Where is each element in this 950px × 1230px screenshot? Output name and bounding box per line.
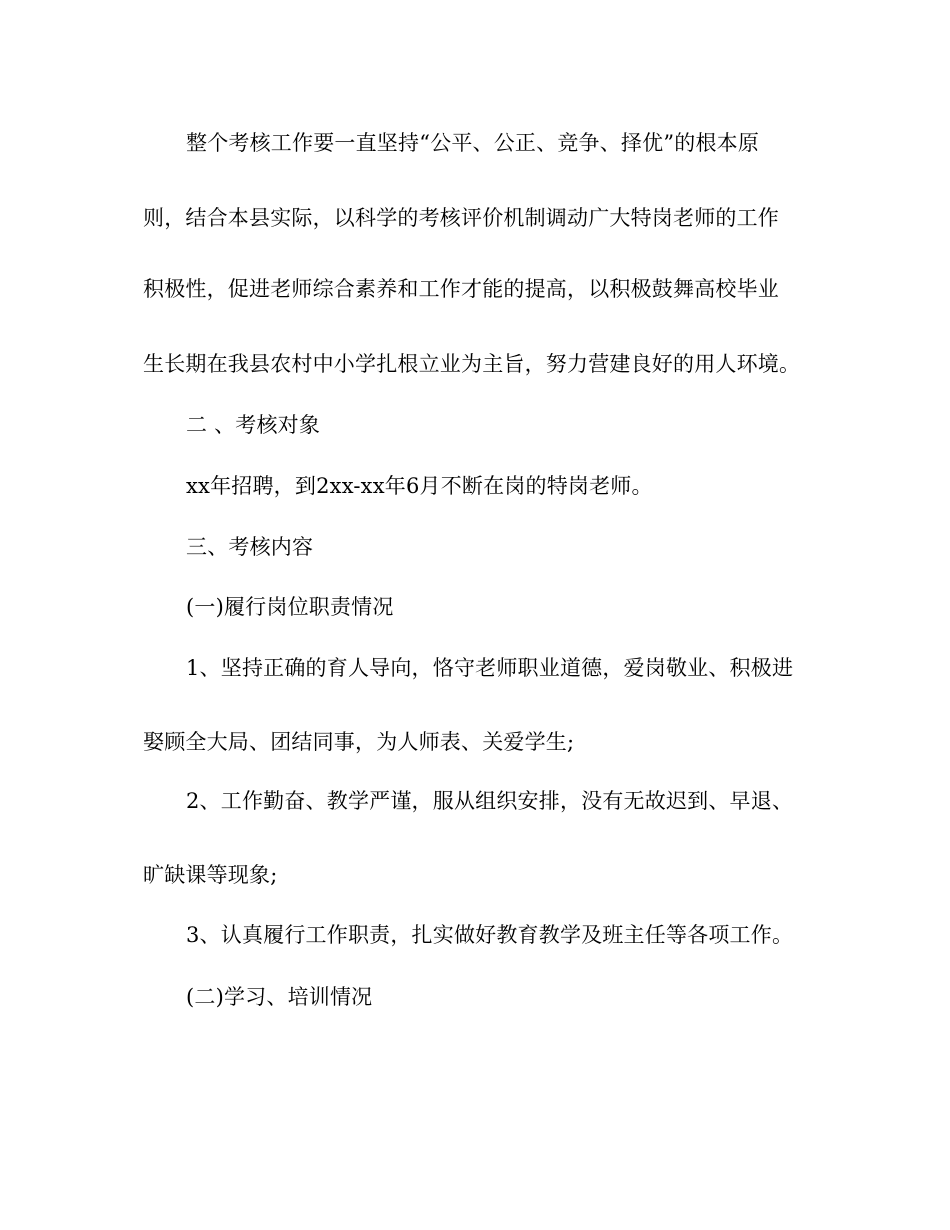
heading-assessment-content: 三、考核内容 xyxy=(186,535,314,559)
list-item-2-line-1: 2、工作勤奋、教学严谨，服从组织安排，没有无故迟到、早退、 xyxy=(186,789,794,813)
list-item-3: 3、认真履行工作职责，扎实做好教育教学及班主任等各项工作。 xyxy=(186,923,794,947)
list-item-2-line-2: 旷缺课等现象; xyxy=(143,863,278,887)
paragraph-principle-line-2: 则，结合本县实际，以科学的考核评价机制调动广大特岗老师的工作 xyxy=(143,206,779,230)
subheading-study-training: (二)学习、培训情况 xyxy=(186,985,373,1009)
paragraph-principle-line-1: 整个考核工作要一直坚持“公平、公正、竞争、择优”的根本原 xyxy=(186,131,760,155)
subheading-duty-performance: (一)履行岗位职责情况 xyxy=(186,595,394,619)
paragraph-assessment-target: xx年招聘，到2xx-xx年6月不断在岗的特岗老师。 xyxy=(186,474,653,498)
list-item-1-line-2: 娶顾全大局、团结同事，为人师表、关爱学生; xyxy=(143,730,575,754)
paragraph-principle-line-3: 积极性，促进老师综合素养和工作才能的提高，以积极鼓舞高校毕业 xyxy=(143,277,779,301)
paragraph-principle-line-4: 生长期在我县农村中小学扎根立业为主旨，努力营建良好的用人环境。 xyxy=(143,352,801,376)
list-item-1-line-1: 1、坚持正确的育人导向，恪守老师职业道德，爱岗敬业、积极进 xyxy=(186,656,794,680)
heading-assessment-target: 二 、考核对象 xyxy=(186,413,321,437)
